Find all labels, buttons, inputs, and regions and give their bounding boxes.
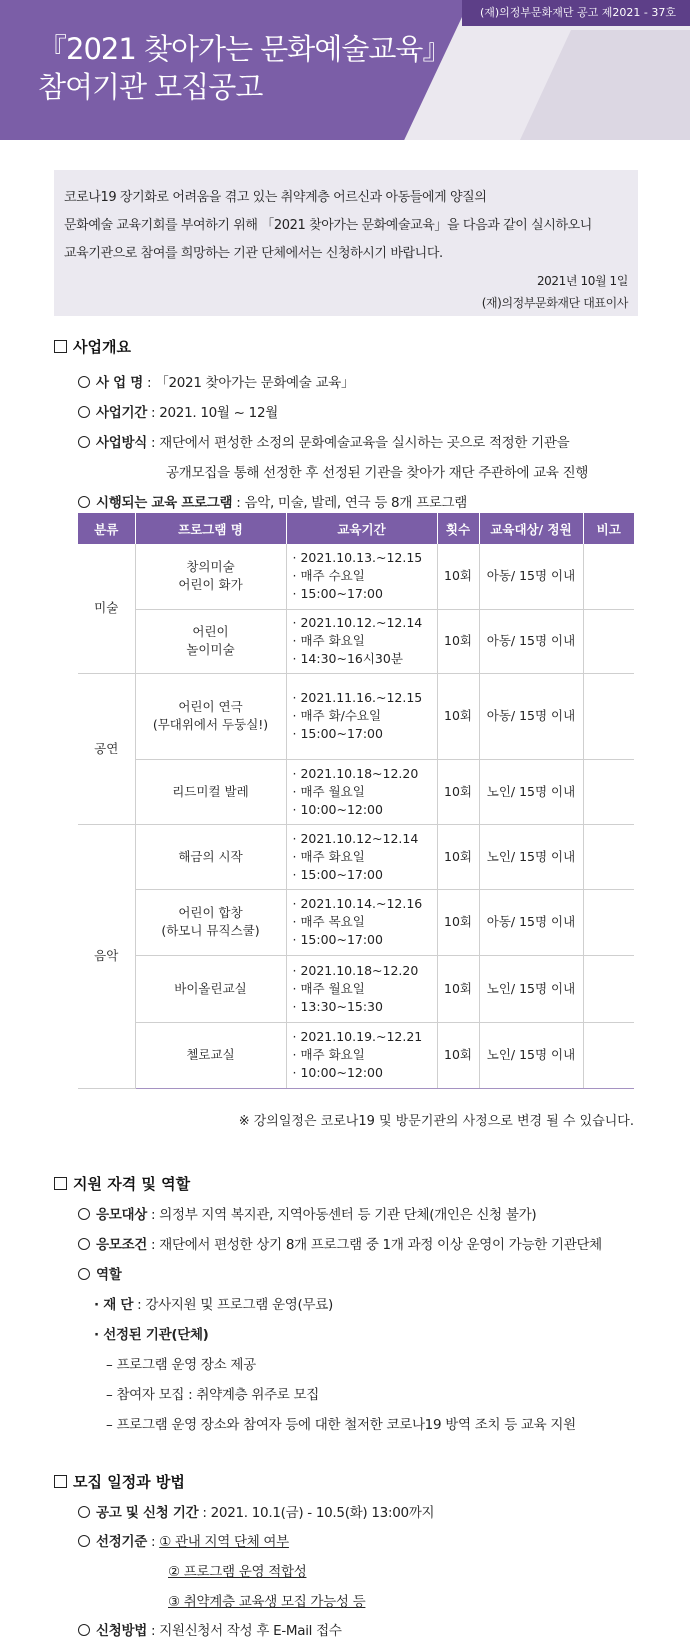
- schedule-footnote: ※ 강의일정은 코로나19 및 방문기관의 사정으로 변경 될 수 있습니다.: [238, 1114, 634, 1129]
- target-cell: 노인/ 15명 이내: [479, 955, 583, 1022]
- section-title-eligibility: 지원 자격 및 역할: [54, 1173, 190, 1194]
- eligibility-role: 역할: [78, 1263, 121, 1283]
- title-line: 『2021 찾아가는 문화예술교육』: [38, 32, 451, 66]
- target-cell: 노인/ 15명 이내: [479, 1022, 583, 1088]
- count-cell: 10회: [437, 759, 479, 824]
- program-name-cell: 첼로교실: [135, 1022, 286, 1088]
- checkbox-square-icon: [54, 1475, 67, 1488]
- count-cell: 10회: [437, 544, 479, 609]
- program-name-cell: 리드미컬 발레: [135, 759, 286, 824]
- circle-bullet-icon: [78, 406, 90, 418]
- count-cell: 10회: [437, 673, 479, 759]
- column-header: 횟수: [437, 513, 479, 544]
- apply-method: 신청방법 : 지원신청서 작성 후 E-Mail 접수: [78, 1619, 342, 1639]
- category-cell: 미술: [78, 544, 135, 673]
- role-item: – 프로그램 운영 장소와 참여자 등에 대한 철저한 코로나19 방역 조치 등 교육 지원: [106, 1417, 576, 1433]
- role-selected-label: · 선정된 기관(단체): [94, 1327, 209, 1343]
- count-cell: 10회: [437, 609, 479, 673]
- target-cell: 아동/ 15명 이내: [479, 673, 583, 759]
- overview-program: 시행되는 교육 프로그램 : 음악, 미술, 발레, 연극 등 8개 프로그램: [78, 491, 467, 511]
- category-cell: 음악: [78, 824, 135, 1088]
- overview-method-cont: 공개모집을 통해 선정한 후 선정된 기관을 찾아가 재단 주관하에 교육 진행: [166, 465, 589, 481]
- overview-period: 사업기간 : 2021. 10월 ~ 12월: [78, 401, 278, 421]
- criteria-item: ② 프로그램 운영 적합성: [168, 1564, 307, 1580]
- note-cell: [583, 889, 634, 955]
- role-item: – 프로그램 운영 장소 제공: [106, 1357, 256, 1373]
- note-cell: [583, 824, 634, 889]
- target-cell: 아동/ 15명 이내: [479, 609, 583, 673]
- title-line: 참여기관 모집공고: [38, 70, 263, 104]
- circle-bullet-icon: [78, 1268, 90, 1280]
- checkbox-square-icon: [54, 340, 67, 353]
- circle-bullet-icon: [78, 376, 90, 388]
- target-cell: 아동/ 15명 이내: [479, 544, 583, 609]
- period-cell: · 2021.10.12.~12.14 · 매주 화요일 · 14:30~16시30분: [286, 609, 437, 673]
- circle-bullet-icon: [78, 1506, 90, 1518]
- note-cell: [583, 955, 634, 1022]
- note-cell: [583, 609, 634, 673]
- target-cell: 노인/ 15명 이내: [479, 759, 583, 824]
- program-name-cell: 창의미술 어린이 화가: [135, 544, 286, 609]
- category-cell: 공연: [78, 673, 135, 824]
- table-row: [78, 759, 634, 824]
- table-row: [78, 1022, 634, 1088]
- header-banner: [0, 0, 690, 140]
- column-header: 프로그램 명: [135, 513, 286, 544]
- count-cell: 10회: [437, 1022, 479, 1088]
- signer: (재)의정부문화재단 대표이사: [481, 296, 628, 310]
- program-name-cell: 어린이 놀이미술: [135, 609, 286, 673]
- circle-bullet-icon: [78, 1624, 90, 1636]
- circle-bullet-icon: [78, 1535, 90, 1547]
- table-header-row: [78, 513, 634, 544]
- count-cell: 10회: [437, 955, 479, 1022]
- intro-text: 문화예술 교육기회를 부여하기 위해 「2021 찾아가는 문화예술교육」을 다음과 같이 실시하오니: [64, 218, 592, 233]
- intro-box: [54, 170, 638, 316]
- circle-bullet-icon: [78, 496, 90, 508]
- period-cell: · 2021.10.18~12.20 · 매주 월요일 · 10:00~12:00: [286, 759, 437, 824]
- count-cell: 10회: [437, 889, 479, 955]
- intro-text: 코로나19 장기화로 어려움을 겪고 있는 취약계층 어르신과 아동들에게 양질의: [64, 190, 487, 205]
- criteria-item: ③ 취약계층 교육생 모집 가능성 등: [168, 1594, 366, 1610]
- note-cell: [583, 759, 634, 824]
- period-cell: · 2021.10.19.~12.21 · 매주 화요일 · 10:00~12:00: [286, 1022, 437, 1088]
- checkbox-square-icon: [54, 1177, 67, 1190]
- table-row: [78, 544, 634, 609]
- table-row: [78, 889, 634, 955]
- program-name-cell: 어린이 합창 (하모니 뮤직스쿨): [135, 889, 286, 955]
- program-name-cell: 바이올린교실: [135, 955, 286, 1022]
- announcement-date: 2021년 10월 1일: [536, 274, 628, 288]
- column-header: 분류: [78, 513, 135, 544]
- table-row: [78, 824, 634, 889]
- page-title: [38, 30, 450, 106]
- period-cell: · 2021.10.13.~12.15 · 매주 수요일 · 15:00~17:00: [286, 544, 437, 609]
- role-foundation: · 재 단 : 강사지원 및 프로그램 운영(무료): [94, 1297, 333, 1313]
- overview-method: 사업방식 : 재단에서 편성한 소정의 문화예술교육을 실시하는 곳으로 적정한 기관을: [78, 431, 569, 451]
- target-cell: 아동/ 15명 이내: [479, 889, 583, 955]
- note-cell: [583, 544, 634, 609]
- program-name-cell: 어린이 연극 (무대위에서 두둥실!): [135, 673, 286, 759]
- note-cell: [583, 673, 634, 759]
- period-cell: · 2021.10.18~12.20 · 매주 월요일 · 13:30~15:30: [286, 955, 437, 1022]
- criteria-item: ① 관내 지역 단체 여부: [159, 1534, 289, 1550]
- column-header: 교육대상/ 정원: [479, 513, 583, 544]
- program-table: [78, 513, 634, 1089]
- program-name-cell: 해금의 시작: [135, 824, 286, 889]
- circle-bullet-icon: [78, 1208, 90, 1220]
- section-title-overview: 사업개요: [54, 336, 131, 357]
- overview-name: 사 업 명 : 「2021 찾아가는 문화예술 교육」: [78, 371, 354, 391]
- target-cell: 노인/ 15명 이내: [479, 824, 583, 889]
- eligibility-applicant: 응모대상 : 의정부 지역 복지관, 지역아동센터 등 기관 단체(개인은 신청 불가): [78, 1203, 536, 1223]
- note-cell: [583, 1022, 634, 1088]
- circle-bullet-icon: [78, 1238, 90, 1250]
- period-cell: · 2021.10.12~12.14 · 매주 화요일 · 15:00~17:00: [286, 824, 437, 889]
- period-cell: · 2021.11.16.~12.15 · 매주 화/수요일 · 15:00~17:00: [286, 673, 437, 759]
- table-row: [78, 673, 634, 759]
- column-header: 비고: [583, 513, 634, 544]
- section-title-schedule: 모집 일정과 방법: [54, 1471, 185, 1492]
- schedule-period: 공고 및 신청 기간 : 2021. 10.1(금) - 10.5(화) 13:00까지: [78, 1501, 434, 1521]
- eligibility-condition: 응모조건 : 재단에서 편성한 상기 8개 프로그램 중 1개 과정 이상 운영이 가능한 기관단체: [78, 1233, 602, 1253]
- table-row: [78, 609, 634, 673]
- period-cell: · 2021.10.14.~12.16 · 매주 목요일 · 15:00~17:00: [286, 889, 437, 955]
- intro-text: 교육기관으로 참여를 희망하는 기관 단체에서는 신청하시기 바랍니다.: [64, 246, 443, 261]
- selection-criteria: 선정기준 : ① 관내 지역 단체 여부: [78, 1530, 289, 1550]
- notice-number: (재)의정부문화재단 공고 제2021 - 37호: [462, 0, 690, 26]
- role-item: – 참여자 모집 : 취약계층 위주로 모집: [106, 1387, 320, 1403]
- circle-bullet-icon: [78, 436, 90, 448]
- column-header: 교육기간: [286, 513, 437, 544]
- table-row: [78, 955, 634, 1022]
- count-cell: 10회: [437, 824, 479, 889]
